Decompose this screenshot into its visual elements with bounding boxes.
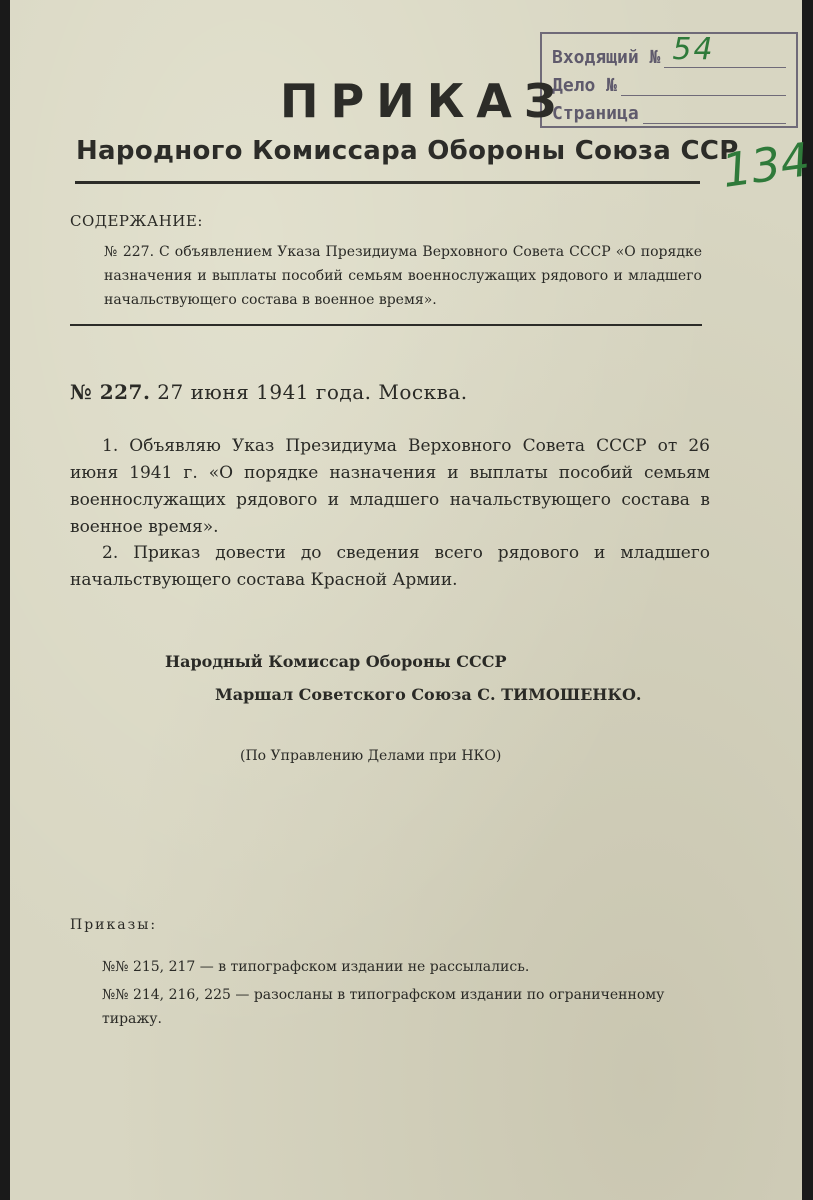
order-date-place: 27 июня 1941 года. Москва. — [157, 380, 468, 404]
stamp-page-label: Страница — [552, 103, 639, 124]
stamp-row-incoming — [552, 32, 786, 68]
order-paragraph-2: 2. Приказ довести до сведения всего рядового и младшего начальствующего состава Красной Армии. — [70, 543, 710, 590]
header-divider — [75, 181, 700, 184]
stamp-page-line — [643, 103, 786, 124]
handwritten-page-number: 134 — [718, 132, 813, 198]
order-paragraph-1: 1. Объявляю Указ Президиума Верховного Совета СССР от 26 июня 1941 г. «О порядке назначения и выплаты пособий семьям военнослужащих рядового и младшего начальствующего состава в военное время». — [70, 436, 710, 537]
registration-stamp — [540, 32, 798, 128]
signatory-name: Маршал Советского Союза С. ТИМОШЕНКО. — [215, 685, 642, 704]
signatory-title: Народный Комиссар Обороны СССР — [165, 652, 507, 671]
document-subtitle: Народного Комиссара Обороны Союза ССР — [76, 136, 739, 166]
stamp-case-line — [621, 75, 786, 96]
orders-line-2: №№ 214, 216, 225 — разосланы в типографском издании по ограниченному тиражу. — [102, 987, 665, 1027]
contents-divider — [70, 324, 702, 326]
order-number: № 227. — [70, 380, 151, 404]
stamp-row-case — [552, 68, 786, 96]
stamp-incoming-line — [664, 32, 786, 68]
contents-text: № 227. С объявлением Указа Президиума Верховного Совета СССР «О порядке назначения и выплаты пособий семьям военнослужащих рядового и младшего начальствующего состава в военное время». — [104, 244, 702, 308]
orders-line-1: №№ 215, 217 — в типографском издании не рассылались. — [102, 959, 530, 975]
document-title: ПРИКАЗ — [280, 74, 569, 128]
order-heading — [70, 380, 468, 404]
orders-label: Приказы: — [70, 917, 158, 933]
stamp-incoming-value: 54 — [672, 32, 715, 67]
stamp-case-label: Дело № — [552, 75, 618, 96]
department-note: (По Управлению Делами при НКО) — [240, 748, 502, 764]
contents-heading: СОДЕРЖАНИЕ: — [70, 212, 203, 230]
stamp-row-page — [552, 96, 786, 124]
stamp-incoming-label: Входящий № — [552, 47, 661, 68]
document-page — [10, 0, 813, 1200]
